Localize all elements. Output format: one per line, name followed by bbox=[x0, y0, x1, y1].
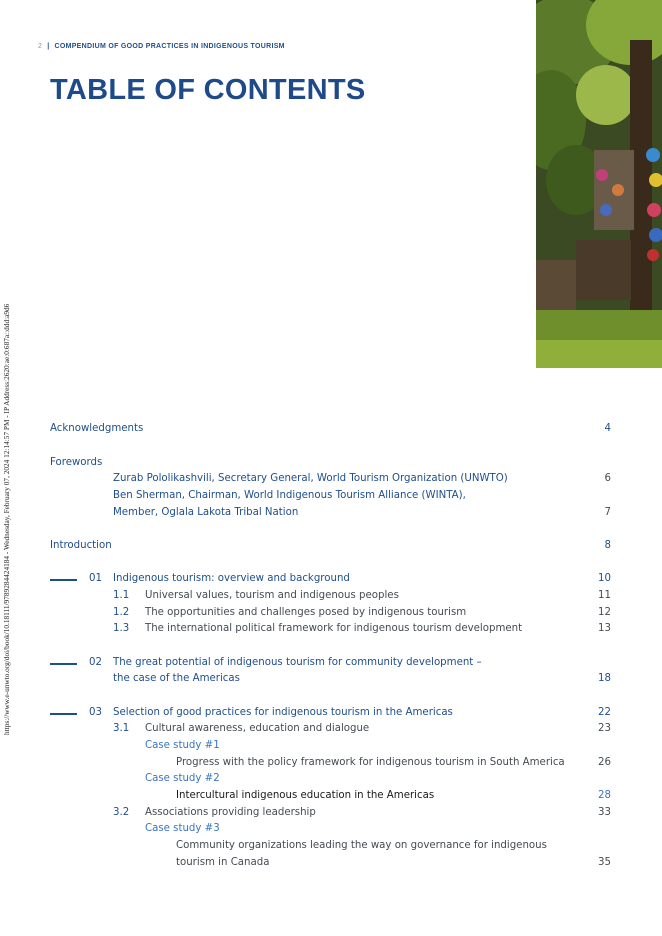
case-study-label: Case study #3 bbox=[145, 823, 220, 834]
download-watermark: https://www.e-unwto.org/doi/book/10.18111/9789284424184 - Wednesday, February 07, 2024 12:14:57 PM - IP Address:2620:ae:0:687a::ddd:a9d6 bbox=[2, 303, 11, 735]
toc-section-3-2[interactable] bbox=[0, 806, 662, 820]
toc-case-study-2-label[interactable] bbox=[0, 772, 662, 786]
toc-entry-foreword-winta-cont[interactable] bbox=[0, 506, 662, 520]
chapter-title-cont: the case of the Americas bbox=[113, 673, 240, 684]
toc-entry-introduction[interactable] bbox=[0, 539, 662, 553]
chapter-title: Selection of good practices for indigenous tourism in the Americas bbox=[113, 707, 453, 718]
chapter-title: Indigenous tourism: overview and background bbox=[113, 573, 350, 584]
toc-label: Zurab Pololikashvili, Secretary General, World Tourism Organization (UNWTO) bbox=[113, 473, 508, 484]
page-title: TABLE OF CONTENTS bbox=[50, 74, 366, 106]
toc-label: Acknowledgments bbox=[50, 423, 144, 434]
toc-entry-foreword-unwto[interactable] bbox=[0, 472, 662, 486]
toc-section-3-1[interactable] bbox=[0, 722, 662, 736]
toc-page: 4 bbox=[604, 423, 611, 434]
case-study-title: Progress with the policy framework for indigenous tourism in South America bbox=[176, 757, 565, 768]
case-study-title-cont: tourism in Canada bbox=[176, 857, 270, 868]
chapter-dash bbox=[50, 713, 77, 715]
toc-page: 10 bbox=[598, 573, 611, 584]
case-study-title: Intercultural indigenous education in the Americas bbox=[176, 790, 435, 801]
toc-section-1-2[interactable] bbox=[0, 606, 662, 620]
section-title: Associations providing leadership bbox=[145, 807, 316, 818]
chapter-title: The great potential of indigenous tourism for community development – bbox=[113, 657, 482, 668]
chapter-number: 03 bbox=[89, 707, 102, 718]
section-number: 1.1 bbox=[113, 590, 130, 601]
header-page-number: 2 bbox=[38, 43, 43, 50]
section-title: Cultural awareness, education and dialogue bbox=[145, 723, 370, 734]
header-title: COMPENDIUM OF GOOD PRACTICES IN INDIGENOUS TOURISM bbox=[54, 43, 285, 50]
toc-page: 11 bbox=[598, 590, 611, 601]
chapter-number: 02 bbox=[89, 657, 102, 668]
case-study-title: Community organizations leading the way on governance for indigenous bbox=[176, 840, 547, 851]
toc-label: Ben Sherman, Chairman, World Indigenous Tourism Alliance (WINTA), bbox=[113, 490, 466, 501]
section-number: 3.1 bbox=[113, 723, 130, 734]
chapter-dash bbox=[50, 663, 77, 665]
toc-page: 12 bbox=[598, 607, 611, 618]
toc-page: 7 bbox=[604, 507, 611, 518]
toc-label: Forewords bbox=[50, 457, 103, 468]
section-title: Universal values, tourism and indigenous peoples bbox=[145, 590, 399, 601]
toc-page: 26 bbox=[598, 757, 611, 768]
section-title: The opportunities and challenges posed by indigenous tourism bbox=[145, 607, 467, 618]
section-number: 3.2 bbox=[113, 807, 130, 818]
toc-section-1-3[interactable] bbox=[0, 622, 662, 636]
toc-page: 22 bbox=[598, 707, 611, 718]
case-study-label: Case study #2 bbox=[145, 773, 220, 784]
toc-chapter-03[interactable] bbox=[0, 706, 662, 720]
chapter-dash bbox=[50, 579, 77, 581]
toc-case-study-3-label[interactable] bbox=[0, 822, 662, 836]
toc-page: 33 bbox=[598, 807, 611, 818]
toc-chapter-02[interactable] bbox=[0, 656, 662, 670]
toc-entry-foreword-winta[interactable] bbox=[0, 489, 662, 503]
header-separator: | bbox=[47, 43, 50, 50]
chapter-number: 01 bbox=[89, 573, 102, 584]
toc-case-study-1-label[interactable] bbox=[0, 739, 662, 753]
toc-page: 6 bbox=[604, 473, 611, 484]
section-title: The international political framework for indigenous tourism development bbox=[145, 623, 523, 634]
toc-entry-forewords[interactable] bbox=[0, 456, 662, 470]
toc-chapter-01[interactable] bbox=[0, 572, 662, 586]
toc-page: 8 bbox=[604, 540, 611, 551]
section-number: 1.2 bbox=[113, 607, 130, 618]
toc-case-study-3-cont[interactable] bbox=[0, 856, 662, 870]
toc-case-study-3[interactable] bbox=[0, 839, 662, 853]
forest-photo bbox=[536, 0, 662, 368]
toc-page: 13 bbox=[598, 623, 611, 634]
toc-case-study-2[interactable] bbox=[0, 789, 662, 803]
toc-section-1-1[interactable] bbox=[0, 589, 662, 603]
toc-page: 18 bbox=[598, 673, 611, 684]
toc-case-study-1[interactable] bbox=[0, 756, 662, 770]
toc-page: 23 bbox=[598, 723, 611, 734]
case-study-label: Case study #1 bbox=[145, 740, 220, 751]
running-header bbox=[38, 43, 285, 50]
toc-label: Introduction bbox=[50, 540, 112, 551]
toc-entry-acknowledgments[interactable] bbox=[0, 422, 662, 436]
toc-chapter-02-cont[interactable] bbox=[0, 672, 662, 686]
toc-page: 35 bbox=[598, 857, 611, 868]
section-number: 1.3 bbox=[113, 623, 130, 634]
toc-label: Member, Oglala Lakota Tribal Nation bbox=[113, 507, 299, 518]
toc-page: 28 bbox=[598, 790, 611, 801]
